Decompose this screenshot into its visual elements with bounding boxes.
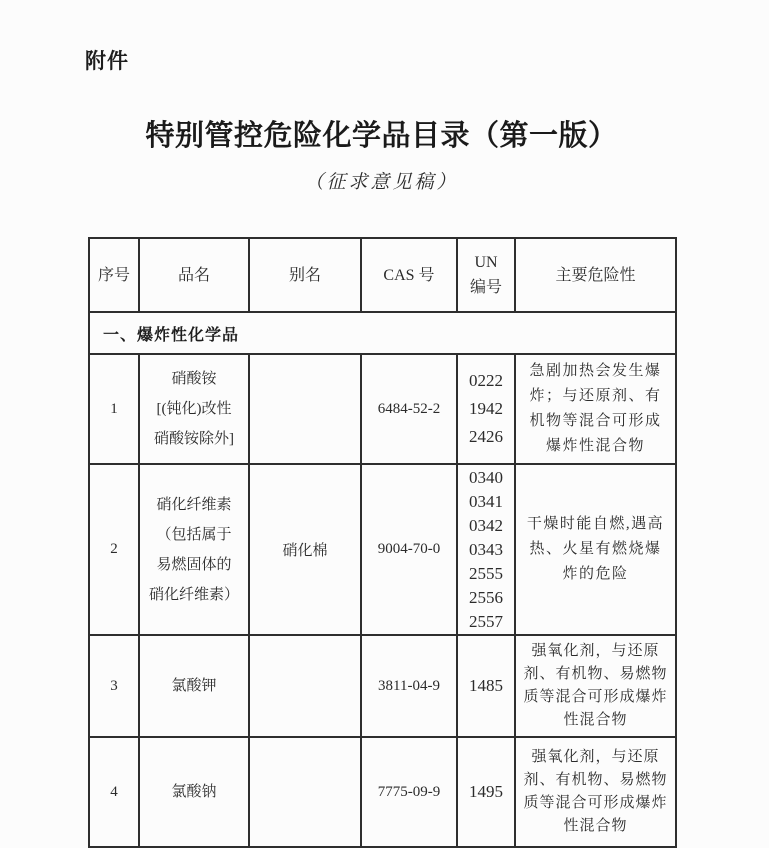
header-un-line1: UN [474,254,498,271]
cell-name [139,737,249,847]
section-title: 一、爆炸性化学品 [89,312,676,354]
header-un-line2: 编号 [469,279,502,296]
document-title: 特别管控危险化学品目录（第一版） [145,120,618,152]
un-number: 2556 [469,587,503,607]
un-number: 2557 [469,611,503,631]
cell-un [457,635,515,737]
table-row [89,354,676,464]
document-subtitle: （征求意见稿） [304,172,459,193]
un-number: 0342 [469,515,503,535]
un-number: 0340 [469,467,503,487]
un-number: 0341 [469,491,503,511]
cell-cas: 3811-04-9 [361,635,457,737]
un-number: 1485 [469,676,503,695]
table-row [89,635,676,737]
section-row [89,312,676,354]
cell-alias: 硝化棉 [249,464,361,635]
un-number: 0222 [469,371,503,390]
name-line: [(钝化)改性 [156,401,232,417]
cell-cas: 6484-52-2 [361,354,457,464]
table-row [89,737,676,847]
table-row [89,464,676,635]
un-number: 1495 [469,782,503,801]
header-hazard: 主要危险性 [515,238,676,312]
un-number: 2426 [469,427,503,446]
name-line: 易燃固体的 [156,556,232,573]
cell-no: 3 [89,635,139,737]
cell-alias [249,635,361,737]
cell-alias [249,354,361,464]
header-name: 品名 [139,238,249,312]
header-no: 序号 [89,238,139,312]
attachment-label: 附件 [85,50,129,73]
name-line: 硝化纤维素） [148,586,239,603]
name-line: 硝化纤维素 [156,496,232,513]
name-line: 氯酸钠 [171,784,217,800]
cell-no: 4 [89,737,139,847]
cell-un [457,464,515,635]
un-number: 2555 [469,563,503,583]
cell-name [139,354,249,464]
cell-alias [249,737,361,847]
table-header-row [89,238,676,312]
name-line: 硝酸铵除外] [154,431,234,447]
un-number: 0343 [469,539,503,559]
cell-no: 2 [89,464,139,635]
cell-cas: 7775-09-9 [361,737,457,847]
header-alias: 别名 [249,238,361,312]
name-line: （包括属于 [156,526,232,543]
un-number: 1942 [469,399,503,418]
name-line: 硝酸铵 [171,371,217,387]
cell-hazard: 强氧化剂，与还原剂、有机物、易燃物质等混合可形成爆炸性混合物 [515,737,676,847]
cell-name [139,464,249,635]
cell-cas: 9004-70-0 [361,464,457,635]
cell-hazard: 急剧加热会发生爆炸；与还原剂、有机物等混合可形成爆炸性混合物 [515,354,676,464]
cell-hazard: 干燥时能自燃,遇高热、火星有燃烧爆炸的危险 [515,464,676,635]
cell-hazard: 强氧化剂，与还原剂、有机物、易燃物质等混合可形成爆炸性混合物 [515,635,676,737]
name-line: 氯酸钾 [171,678,217,694]
cell-name [139,635,249,737]
cell-no: 1 [89,354,139,464]
cell-un [457,737,515,847]
header-cas: CAS 号 [361,238,457,312]
cell-un [457,354,515,464]
header-un [457,238,515,312]
chemicals-table [88,237,677,848]
